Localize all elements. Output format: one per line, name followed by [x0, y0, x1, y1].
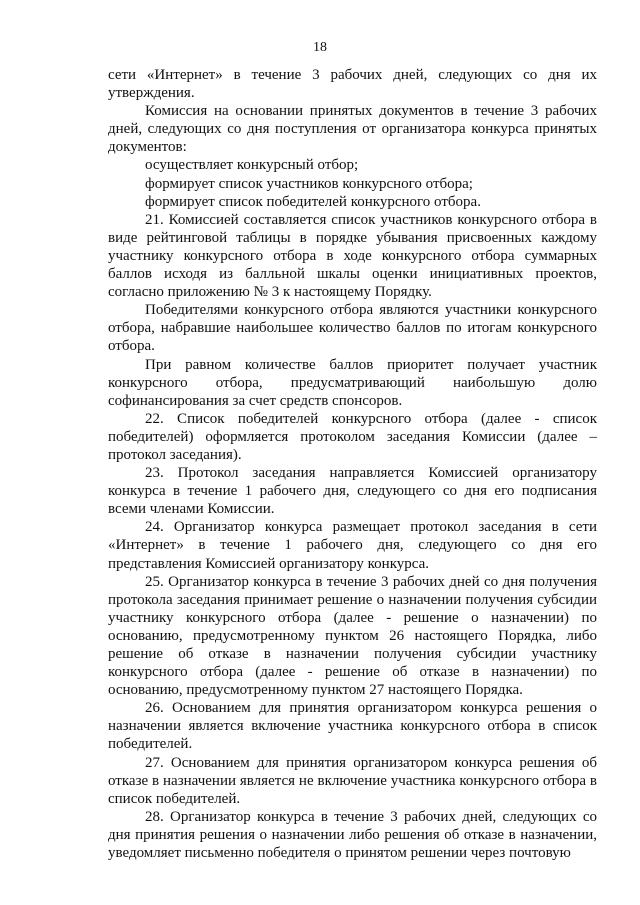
- paragraph: 28. Организатор конкурса в течение 3 рабочих дней, следующих со дня принятия решения о назначении либо решения об отказе в назначении, уведомляет письменно победителя о принятом решении через почтовую: [108, 808, 597, 862]
- paragraph: 23. Протокол заседания направляется Комиссией организатору конкурса в течение 1 рабочего дня, следующего со дня его подписания всеми членами Комиссии.: [108, 465, 597, 518]
- paragraph: 27. Основанием для принятия организатором конкурса решения об отказе в назначении является не включение участника конкурсного отбора в список победителей.: [108, 754, 597, 807]
- paragraph: 26. Основанием для принятия организатором конкурса решения о назначении является включение участника конкурсного отбора в список победителей.: [108, 700, 597, 753]
- paragraph: 25. Организатор конкурса в течение 3 рабочих дней со дня получения протокола заседания принимает решение о назначении получения субсидии участнику конкурсного отбора (далее - решение о назначении) по основанию, предусмотренному пунктом 26 настоящего Порядка, либо решение об отказе в назначении получения субсидии участнику конкурсного отбора (далее - решение об отказе в назначении) по основанию, предусмотренному пунктом 27 настоящего Порядка.: [108, 573, 597, 699]
- paragraph: 24. Организатор конкурса размещает протокол заседания в сети «Интернет» в течение 1 рабочего дня, следующего со дня его представления Комиссией организатору конкурса.: [108, 519, 597, 572]
- paragraph: формирует список участников конкурсного отбора;: [145, 175, 473, 192]
- document-body: [108, 66, 597, 862]
- page-number: 18: [313, 40, 327, 55]
- paragraph: Комиссия на основании принятых документов в течение 3 рабочих дней, следующих со дня поступления от организатора конкурса принятых документов:: [108, 103, 597, 156]
- paragraph: 22. Список победителей конкурсного отбора (далее - список победителей) оформляется протоколом заседания Комиссии (далее – протокол заседания).: [108, 410, 597, 463]
- paragraph: Победителями конкурсного отбора являются участники конкурсного отбора, набравшие наибольшее количество баллов по итогам конкурсного отбора.: [108, 302, 597, 355]
- paragraph: осуществляет конкурсный отбор;: [145, 157, 359, 174]
- paragraph: сети «Интернет» в течение 3 рабочих дней, следующих со дня их утверждения.: [108, 67, 597, 102]
- paragraph: При равном количестве баллов приоритет получает участник конкурсного отбора, предусматривающий наибольшую долю софинансирования за счет средств спонсоров.: [108, 356, 597, 409]
- paragraph: формирует список победителей конкурсного отбора.: [145, 193, 481, 210]
- paragraph: 21. Комиссией составляется список участников конкурсного отбора в виде рейтинговой таблицы в порядке убывания присвоенных каждому участнику конкурсного отбора в ходе конкурсного отбора суммарных баллов исходя из балльной шкалы оценки инициативных проектов, согласно приложению № 3 к настоящему Порядку.: [108, 211, 597, 301]
